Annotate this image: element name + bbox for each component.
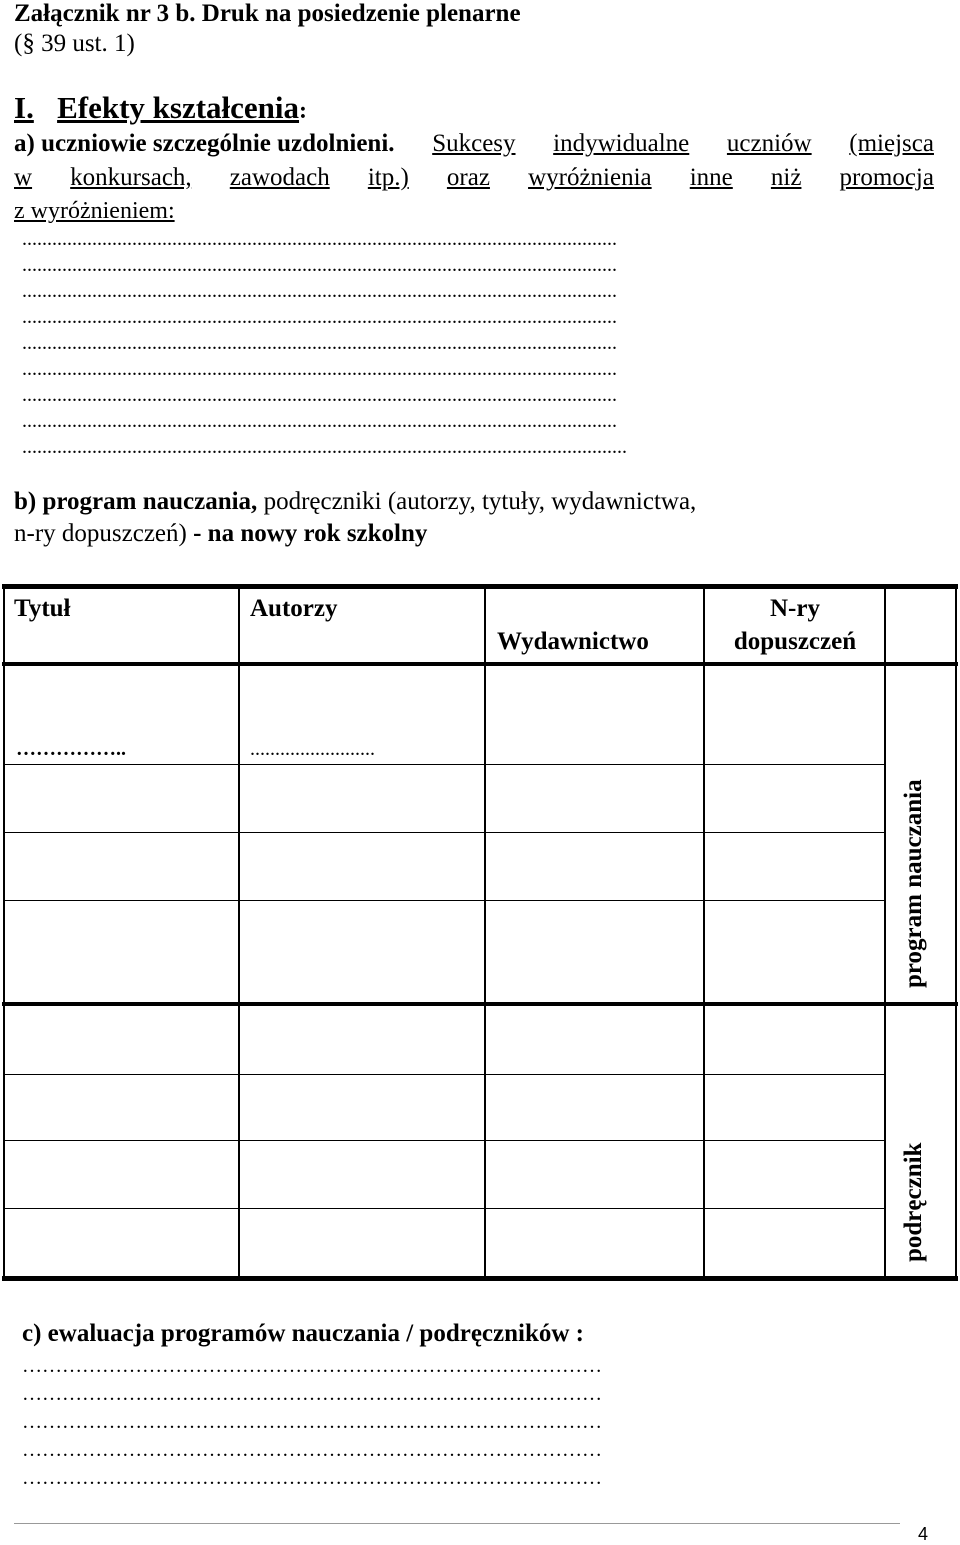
title-placeholder-dots: …………….. bbox=[16, 738, 126, 760]
part-b-lead: b) program nauczania, bbox=[14, 488, 258, 515]
header-publisher: Wydawnictwo bbox=[497, 628, 649, 655]
table-row-line bbox=[4, 1140, 884, 1141]
part-a-word: w bbox=[14, 164, 33, 191]
part-a-word: konkursach, bbox=[70, 164, 192, 191]
part-a-word: inne bbox=[689, 164, 733, 191]
answer-dot-line: …………………………………………………………………………… bbox=[22, 1383, 602, 1405]
answer-dot-line: ....................................................................................................................... bbox=[22, 228, 617, 250]
answer-dot-line: …………………………………………………………………………… bbox=[22, 1411, 602, 1433]
answer-dot-line: …………………………………………………………………………… bbox=[22, 1355, 602, 1377]
table-group-separator bbox=[2, 1002, 958, 1006]
part-a-word: zawodach bbox=[229, 164, 330, 191]
answer-dot-line: ......................................................................................................................... bbox=[22, 436, 627, 458]
header-title: Tytuł bbox=[14, 595, 71, 622]
part-a-word: itp.) bbox=[367, 164, 409, 191]
part-a-word: uczniów bbox=[726, 130, 812, 157]
part-a-word: indywidualne bbox=[553, 130, 690, 157]
part-a-word: wyróżnienia bbox=[528, 164, 652, 191]
authors-placeholder-dots: ......................... bbox=[250, 738, 375, 760]
part-a-line3: z wyróżnieniem: bbox=[14, 198, 175, 224]
table-row-line bbox=[4, 1074, 884, 1075]
table-row-line bbox=[4, 1208, 884, 1209]
answer-dot-line: ....................................................................................................................... bbox=[22, 280, 617, 302]
table-col-line bbox=[884, 588, 886, 1278]
part-b-line2 bbox=[14, 520, 427, 548]
part-a-word: niż bbox=[770, 164, 802, 191]
table-border-bottom bbox=[2, 1276, 958, 1281]
table-col-line bbox=[3, 588, 5, 1278]
part-c-title: c) ewaluacja programów nauczania / podręczników : bbox=[22, 1320, 584, 1347]
section-title: Efekty kształcenia bbox=[57, 90, 300, 125]
section-numeral: I. bbox=[14, 90, 34, 125]
side-label-textbook: podręcznik bbox=[900, 1142, 927, 1262]
table-row-line bbox=[4, 832, 884, 833]
part-a-line2 bbox=[14, 164, 934, 192]
part-b-line1 bbox=[14, 488, 696, 516]
header-authors: Autorzy bbox=[250, 595, 338, 622]
answer-dot-line: …………………………………………………………………………… bbox=[22, 1439, 602, 1461]
footer-rule bbox=[14, 1523, 900, 1524]
answer-dot-line: ....................................................................................................................... bbox=[22, 306, 617, 328]
answer-dot-line: ....................................................................................................................... bbox=[22, 410, 617, 432]
table-col-line bbox=[484, 588, 486, 1278]
part-a-lead: a) uczniowie szczególnie uzdolnieni. bbox=[14, 130, 395, 157]
annex-header-line2: (§ 39 ust. 1) bbox=[14, 30, 135, 57]
side-label-program: program nauczania bbox=[900, 779, 927, 988]
answer-dot-line: ....................................................................................................................... bbox=[22, 254, 617, 276]
section-colon: : bbox=[299, 98, 308, 124]
part-a-word: promocja bbox=[839, 164, 934, 191]
part-a-word: (miejsca bbox=[849, 130, 934, 157]
table-header-separator bbox=[2, 662, 958, 666]
answer-dot-line: ....................................................................................................................... bbox=[22, 384, 617, 406]
annex-header-line1: Załącznik nr 3 b. Druk na posiedzenie plenarne bbox=[14, 0, 521, 27]
section-heading bbox=[14, 90, 307, 126]
answer-dot-line: ....................................................................................................................... bbox=[22, 358, 617, 380]
table-col-line bbox=[703, 588, 705, 1278]
part-b-normal: n-ry dopuszczeń) bbox=[14, 520, 187, 547]
part-a-line1 bbox=[14, 130, 934, 158]
answer-dot-line: ....................................................................................................................... bbox=[22, 332, 617, 354]
table-row-line bbox=[4, 900, 884, 901]
table-border-top bbox=[2, 584, 958, 589]
header-approval-line1: N-ry bbox=[770, 595, 820, 622]
table-col-line bbox=[955, 588, 957, 1278]
answer-dot-line: …………………………………………………………………………… bbox=[22, 1467, 602, 1489]
header-approval-line2: dopuszczeń bbox=[733, 628, 857, 655]
part-a-word: oraz bbox=[446, 164, 490, 191]
table-col-line bbox=[238, 588, 240, 1278]
page-number: 4 bbox=[918, 1524, 929, 1544]
table-row-line bbox=[4, 764, 884, 765]
part-b-rest: podręczniki (autorzy, tytuły, wydawnictwa, bbox=[257, 488, 697, 515]
part-b-bold: - na nowy rok szkolny bbox=[186, 520, 428, 547]
part-a-word: Sukcesy bbox=[432, 130, 516, 157]
